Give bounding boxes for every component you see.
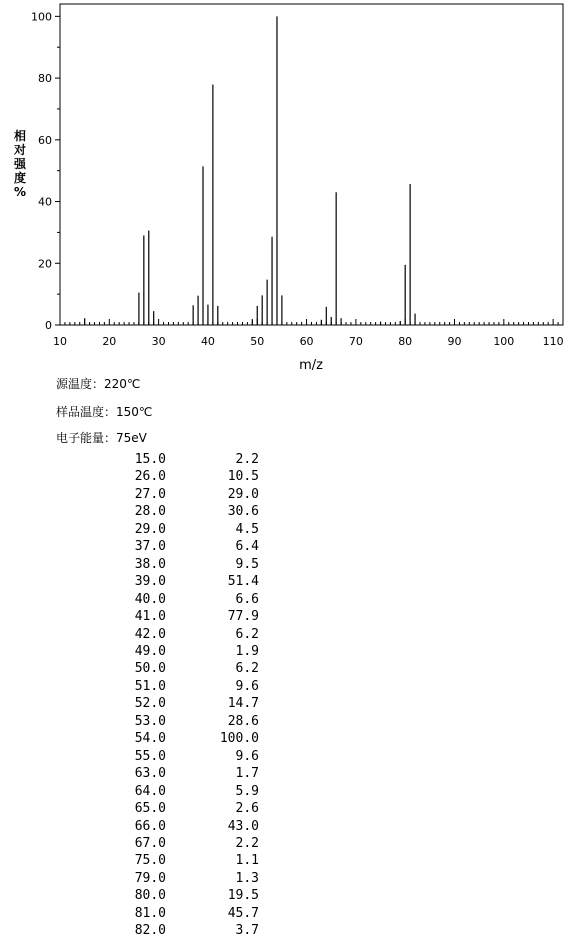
table-row xyxy=(100,905,259,922)
mz-value: 38.0 xyxy=(134,556,166,572)
x-tick-label: 50 xyxy=(250,335,265,348)
table-row xyxy=(100,713,259,730)
mz-value: 53.0 xyxy=(134,713,166,729)
mz-value: 27.0 xyxy=(134,486,166,502)
table-row xyxy=(100,695,259,712)
table-row xyxy=(100,730,259,747)
intensity-value: 30.6 xyxy=(227,504,259,520)
intensity-value: 77.9 xyxy=(227,609,259,625)
mz-value: 63.0 xyxy=(134,766,166,782)
mz-value: 40.0 xyxy=(134,591,166,607)
y-axis-label: 相对强度% xyxy=(13,129,27,199)
mz-value: 81.0 xyxy=(134,905,166,921)
intensity-value: 14.7 xyxy=(227,696,259,712)
table-row xyxy=(100,887,259,904)
sample-temperature: 样品温度：150℃ xyxy=(56,405,153,419)
x-tick-label: 100 xyxy=(493,335,515,348)
table-row xyxy=(100,852,259,869)
source-temperature: 源温度：220℃ xyxy=(56,377,141,391)
intensity-value: 4.5 xyxy=(235,521,259,537)
mz-value: 15.0 xyxy=(134,452,166,467)
table-row xyxy=(100,503,259,520)
mz-value: 82.0 xyxy=(134,923,166,939)
table-row xyxy=(100,521,259,538)
intensity-value: 43.0 xyxy=(227,818,259,834)
x-tick-label: 80 xyxy=(398,335,413,348)
mz-value: 42.0 xyxy=(134,626,166,642)
mz-value: 80.0 xyxy=(134,888,166,904)
table-row xyxy=(100,468,259,485)
intensity-value: 1.1 xyxy=(235,853,259,869)
y-tick-label: 80 xyxy=(38,72,52,86)
intensity-value: 2.2 xyxy=(235,835,259,851)
table-row xyxy=(100,538,259,555)
y-tick-label: 40 xyxy=(38,195,52,209)
table-row xyxy=(100,818,259,835)
intensity-value: 2.6 xyxy=(235,801,259,817)
intensity-value: 1.3 xyxy=(235,870,259,886)
table-row xyxy=(100,608,259,625)
mz-value: 79.0 xyxy=(134,870,166,886)
intensity-value: 9.6 xyxy=(235,678,259,694)
table-row xyxy=(100,765,259,782)
mz-value: 39.0 xyxy=(134,574,166,590)
x-tick-label: 90 xyxy=(447,335,462,348)
mz-value: 54.0 xyxy=(134,731,166,747)
intensity-value: 1.9 xyxy=(235,643,259,659)
intensity-value: 5.9 xyxy=(235,783,259,799)
intensity-value: 100.0 xyxy=(219,731,259,747)
table-row xyxy=(100,835,259,852)
intensity-value: 1.7 xyxy=(235,766,259,782)
mass-spectrum-chart xyxy=(0,0,570,380)
y-tick-label: 100 xyxy=(31,10,52,24)
mz-value: 67.0 xyxy=(134,835,166,851)
mz-value: 41.0 xyxy=(134,609,166,625)
y-axis-ticks xyxy=(31,10,60,332)
table-row xyxy=(100,800,259,817)
table-row xyxy=(100,870,259,887)
x-axis-ticks xyxy=(53,319,564,348)
x-tick-label: 20 xyxy=(102,335,117,348)
x-tick-label: 60 xyxy=(299,335,314,348)
table-row xyxy=(100,922,259,939)
intensity-value: 6.2 xyxy=(235,626,259,642)
table-row xyxy=(100,451,259,468)
mz-value: 37.0 xyxy=(134,539,166,555)
peak-table xyxy=(100,451,259,940)
intensity-value: 2.2 xyxy=(235,452,259,467)
mz-value: 26.0 xyxy=(134,469,166,485)
table-row xyxy=(100,486,259,503)
intensity-value: 9.6 xyxy=(235,748,259,764)
intensity-value: 51.4 xyxy=(227,574,259,590)
table-row xyxy=(100,678,259,695)
table-row xyxy=(100,626,259,643)
mz-value: 75.0 xyxy=(134,853,166,869)
intensity-value: 28.6 xyxy=(227,713,259,729)
intensity-value: 10.5 xyxy=(227,469,259,485)
spectrum-peaks xyxy=(85,16,415,325)
mz-value: 50.0 xyxy=(134,661,166,677)
x-tick-label: 30 xyxy=(151,335,166,348)
y-tick-label: 20 xyxy=(38,257,52,271)
table-row xyxy=(100,783,259,800)
table-row xyxy=(100,556,259,573)
plot-frame xyxy=(60,4,563,325)
mz-value: 49.0 xyxy=(134,643,166,659)
intensity-value: 3.7 xyxy=(235,923,259,939)
y-tick-label: 60 xyxy=(38,133,52,147)
intensity-value: 19.5 xyxy=(227,888,259,904)
table-row xyxy=(100,643,259,660)
table-row xyxy=(100,748,259,765)
table-row xyxy=(100,660,259,677)
electron-energy: 电子能量：75eV xyxy=(56,431,147,445)
intensity-value: 6.6 xyxy=(235,591,259,607)
mz-value: 29.0 xyxy=(134,521,166,537)
mz-value: 64.0 xyxy=(134,783,166,799)
mz-value: 52.0 xyxy=(134,696,166,712)
x-tick-label: 70 xyxy=(348,335,363,348)
intensity-value: 29.0 xyxy=(227,486,259,502)
x-tick-label: 10 xyxy=(53,335,67,348)
x-axis-label: m/z xyxy=(299,358,323,373)
table-row xyxy=(100,591,259,608)
intensity-value: 9.5 xyxy=(235,556,259,572)
x-tick-label: 40 xyxy=(200,335,215,348)
y-tick-label: 0 xyxy=(45,319,52,332)
mz-value: 55.0 xyxy=(134,748,166,764)
table-row xyxy=(100,573,259,590)
intensity-value: 45.7 xyxy=(227,905,259,921)
mz-value: 66.0 xyxy=(134,818,166,834)
x-tick-label: 110 xyxy=(542,335,564,348)
mz-value: 51.0 xyxy=(134,678,166,694)
mz-value: 65.0 xyxy=(134,801,166,817)
intensity-value: 6.4 xyxy=(235,539,259,555)
mz-value: 28.0 xyxy=(134,504,166,520)
intensity-value: 6.2 xyxy=(235,661,259,677)
